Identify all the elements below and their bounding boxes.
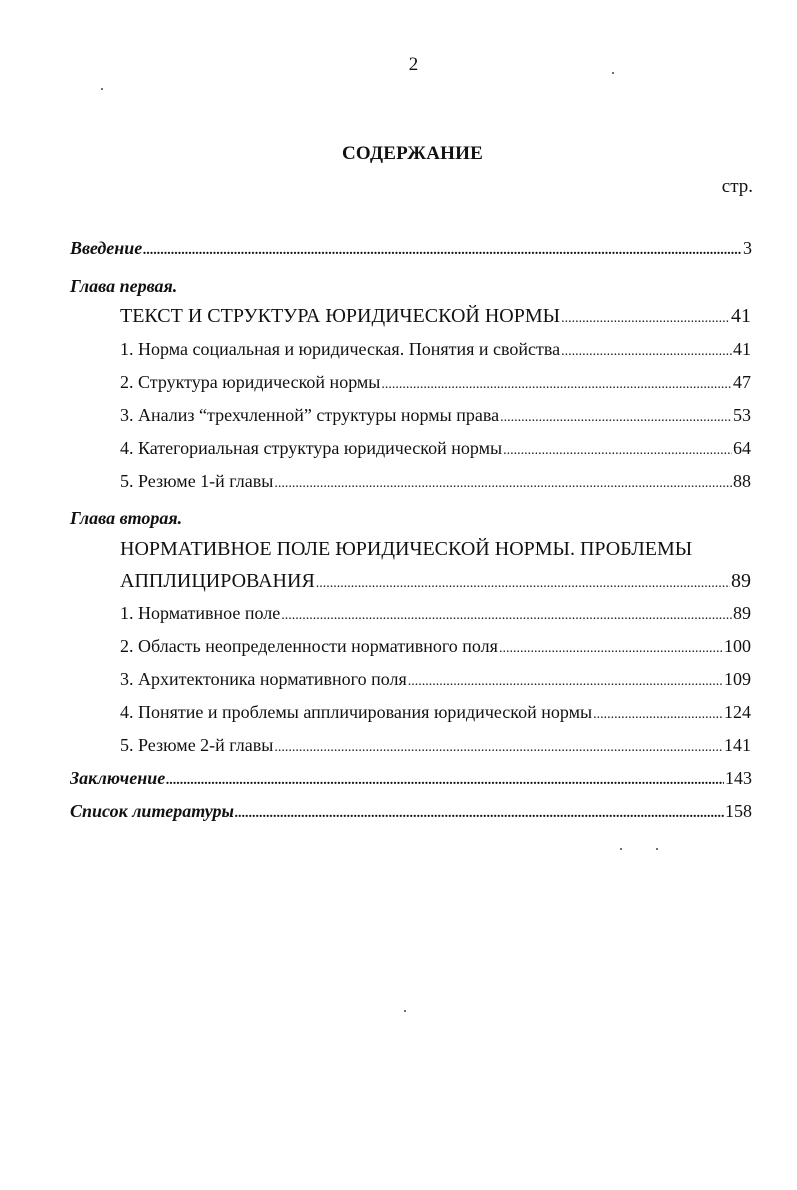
toc-entry-intro [70, 238, 752, 268]
toc-entry-chapter2-section [120, 603, 751, 633]
toc-entry-chapter2-title [120, 570, 751, 600]
dot-leader [274, 735, 723, 756]
toc-entry-label: 1. Нормативное поле [120, 603, 281, 623]
toc-entry-label: АППЛИЦИРОВАНИЯ [120, 570, 315, 592]
scan-speck [612, 72, 614, 74]
toc-entry-page: 141 [724, 735, 751, 755]
toc-entry-label: 4. Категориальная структура юридической нормы [120, 438, 503, 458]
dot-leader [381, 372, 732, 393]
toc-entry-page: 100 [724, 636, 751, 656]
toc-entry-label: 5. Резюме 1-й главы [120, 471, 274, 491]
toc-entry-bibliography [70, 801, 752, 831]
toc-entry-chapter1-title [120, 305, 751, 335]
dot-leader [143, 238, 742, 259]
page-number: 2 [408, 54, 419, 75]
toc-entry-page: 109 [724, 669, 751, 689]
page-column-label: стр. [721, 176, 753, 197]
chapter2-title-line1: НОРМАТИВНОЕ ПОЛЕ ЮРИДИЧЕСКОЙ НОРМЫ. ПРОБЛЕМЫ [120, 538, 693, 560]
toc-entry-page: 89 [733, 603, 751, 623]
toc-entry-label: 2. Структура юридической нормы [120, 372, 381, 392]
toc-entry-chapter1-section [120, 471, 751, 501]
toc-entry-page: 47 [733, 372, 751, 392]
toc-entry-page: 143 [725, 768, 752, 788]
toc-entry-chapter2-section [120, 636, 751, 666]
chapter2-heading: Глава вторая. [70, 508, 183, 528]
dot-leader [281, 603, 732, 624]
toc-entry-page: 88 [733, 471, 751, 491]
toc-entry-label: 3. Архитектоника нормативного поля [120, 669, 407, 689]
toc-entry-label: ТЕКСТ И СТРУКТУРА ЮРИДИЧЕСКОЙ НОРМЫ [120, 305, 561, 327]
scan-speck [620, 848, 622, 850]
toc-entry-page: 124 [724, 702, 751, 722]
toc-entry-conclusion [70, 768, 752, 798]
toc-entry-page: 53 [733, 405, 751, 425]
scan-speck [404, 1010, 406, 1012]
toc-entry-label: 2. Область неопределенности нормативного поля [120, 636, 498, 656]
dot-leader [274, 471, 732, 492]
toc-entry-page: 41 [731, 305, 751, 327]
toc-entry-label: 3. Анализ “трехчленной” структуры нормы права [120, 405, 500, 425]
dot-leader [561, 305, 730, 328]
scan-speck [656, 848, 658, 850]
toc-entry-label: Введение [70, 238, 143, 258]
toc-entry-page: 89 [731, 570, 751, 592]
toc-entry-chapter2-section [120, 735, 751, 765]
toc-entry-label: 1. Норма социальная и юридическая. Понятия и свойства [120, 339, 561, 359]
toc-entry-page: 158 [725, 801, 752, 821]
toc-entry-page: 41 [733, 339, 751, 359]
toc-entry-label: 5. Резюме 2-й главы [120, 735, 274, 755]
toc-entry-chapter2-section [120, 669, 751, 699]
scan-speck [101, 88, 103, 90]
toc-entry-chapter1-section [120, 339, 751, 369]
toc-entry-chapter1-section [120, 372, 751, 402]
dot-leader [503, 438, 732, 459]
toc-entry-chapter2-section [120, 702, 751, 732]
dot-leader [166, 768, 724, 789]
document-title: СОДЕРЖАНИЕ [342, 143, 483, 164]
dot-leader [593, 702, 723, 723]
dot-leader [235, 801, 724, 822]
dot-leader [408, 669, 723, 690]
chapter1-heading: Глава первая. [70, 276, 178, 296]
toc-entry-page: 64 [733, 438, 751, 458]
toc-entry-label: 4. Понятие и проблемы аппличирования юридической нормы [120, 702, 593, 722]
dot-leader [499, 636, 723, 657]
toc-entry-chapter1-section [120, 405, 751, 435]
toc-entry-label: Список литературы [70, 801, 234, 821]
dot-leader [561, 339, 732, 360]
toc-entry-chapter1-section [120, 438, 751, 468]
dot-leader [316, 570, 730, 593]
dot-leader [500, 405, 732, 426]
toc-entry-page: 3 [743, 238, 752, 258]
toc-entry-label: Заключение [70, 768, 166, 788]
